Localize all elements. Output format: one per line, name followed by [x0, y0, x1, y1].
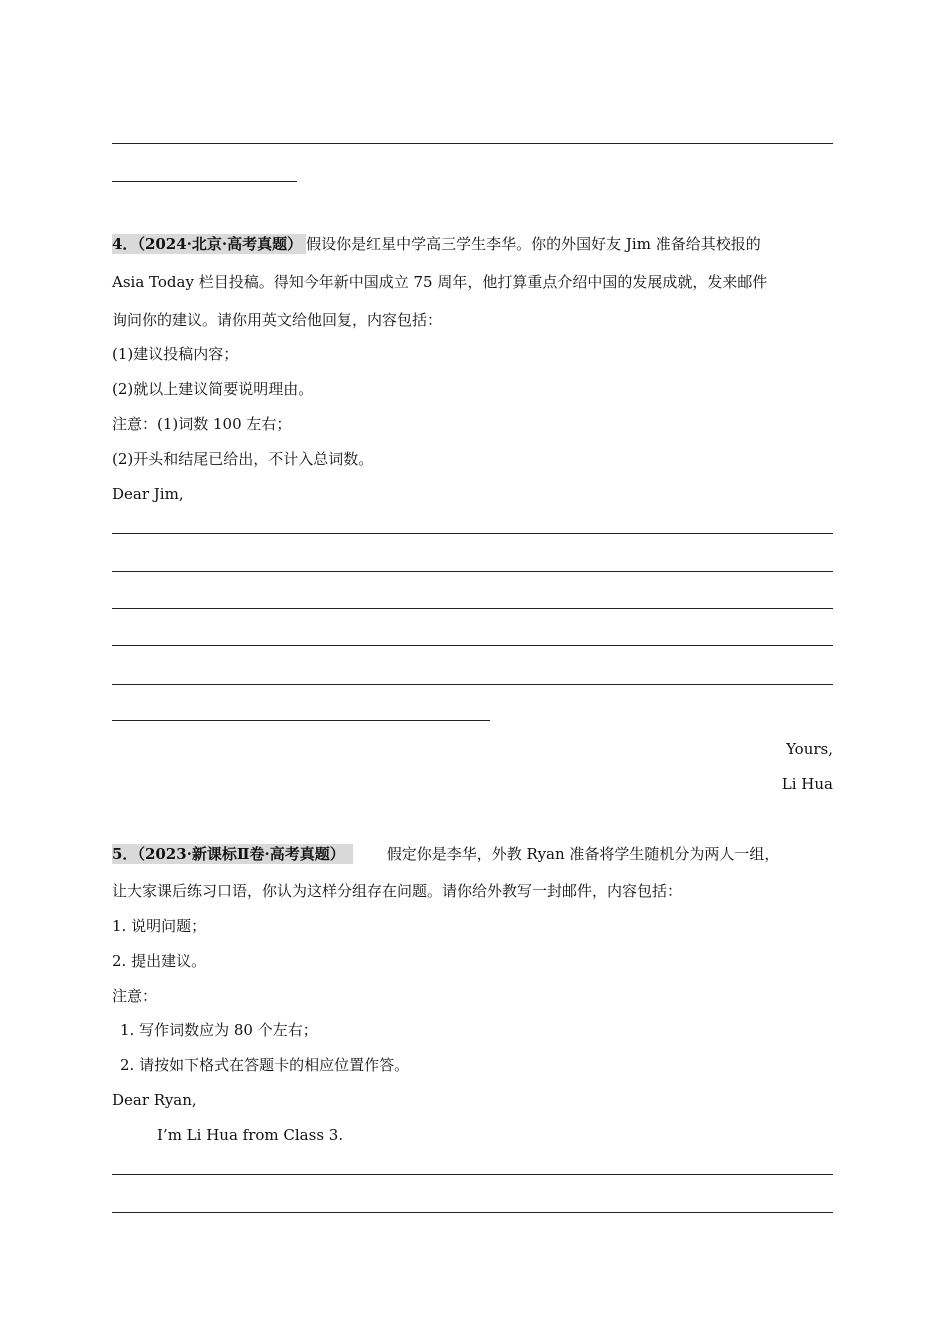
- q4-line-2: Asia Today 栏目投稿。得知今年新中国成立 75 周年，他打算重点介绍中国的发展成就，发来邮件: [112, 273, 768, 291]
- q4-item-1: (1)建议投稿内容；: [112, 345, 239, 363]
- answer-line[interactable]: [112, 608, 833, 609]
- q5-item-2: 2. 提出建议。: [112, 952, 207, 970]
- q4-note-1: 注意：(1)词数 100 左右；: [112, 415, 292, 433]
- q4-item-2: (2)就以上建议简要说明理由。: [112, 380, 314, 398]
- answer-line[interactable]: [112, 684, 833, 685]
- q5-note-1: 1. 写作词数应为 80 个左右；: [120, 1021, 318, 1039]
- answer-line[interactable]: [112, 1212, 833, 1213]
- q5-greeting: Dear Ryan,: [112, 1091, 197, 1109]
- q5-note-label: 注意：: [112, 987, 158, 1005]
- q4-signature: Li Hua: [781, 775, 833, 793]
- q5-line-1: 5．（2023·新课标Ⅱ卷·高考真题） 假定你是李华，外教 Ryan 准备将学生随机分为两人一组，: [112, 845, 780, 863]
- answer-line[interactable]: [112, 645, 833, 646]
- q4-line-3: 询问你的建议。请你用英文给他回复，内容包括：: [112, 311, 443, 329]
- answer-line[interactable]: [112, 1174, 833, 1175]
- q5-line-2: 让大家课后练习口语，你认为这样分组存在问题。请你给外教写一封邮件，内容包括：: [112, 882, 683, 900]
- answer-line[interactable]: [112, 571, 833, 572]
- answer-line[interactable]: [112, 143, 833, 144]
- q5-item-1: 1. 说明问题；: [112, 917, 207, 935]
- q4-closing: Yours,: [786, 740, 833, 758]
- q5-note-2: 2. 请按如下格式在答题卡的相应位置作答。: [120, 1056, 410, 1074]
- q5-opening: I’m Li Hua from Class 3.: [157, 1126, 344, 1144]
- q4-tag: 4．（2024·北京·高考真题）: [112, 234, 306, 254]
- q5-tag: 5．（2023·新课标Ⅱ卷·高考真题）: [112, 844, 353, 864]
- answer-line[interactable]: [112, 533, 833, 534]
- answer-line[interactable]: [112, 720, 490, 721]
- answer-line[interactable]: [112, 181, 297, 182]
- q4-note-2: (2)开头和结尾已给出，不计入总词数。: [112, 450, 374, 468]
- q4-greeting: Dear Jim,: [112, 485, 184, 503]
- q4-line-1: 4．（2024·北京·高考真题） 假设你是红星中学高三学生李华。你的外国好友 Jim 准备给其校报的: [112, 235, 761, 253]
